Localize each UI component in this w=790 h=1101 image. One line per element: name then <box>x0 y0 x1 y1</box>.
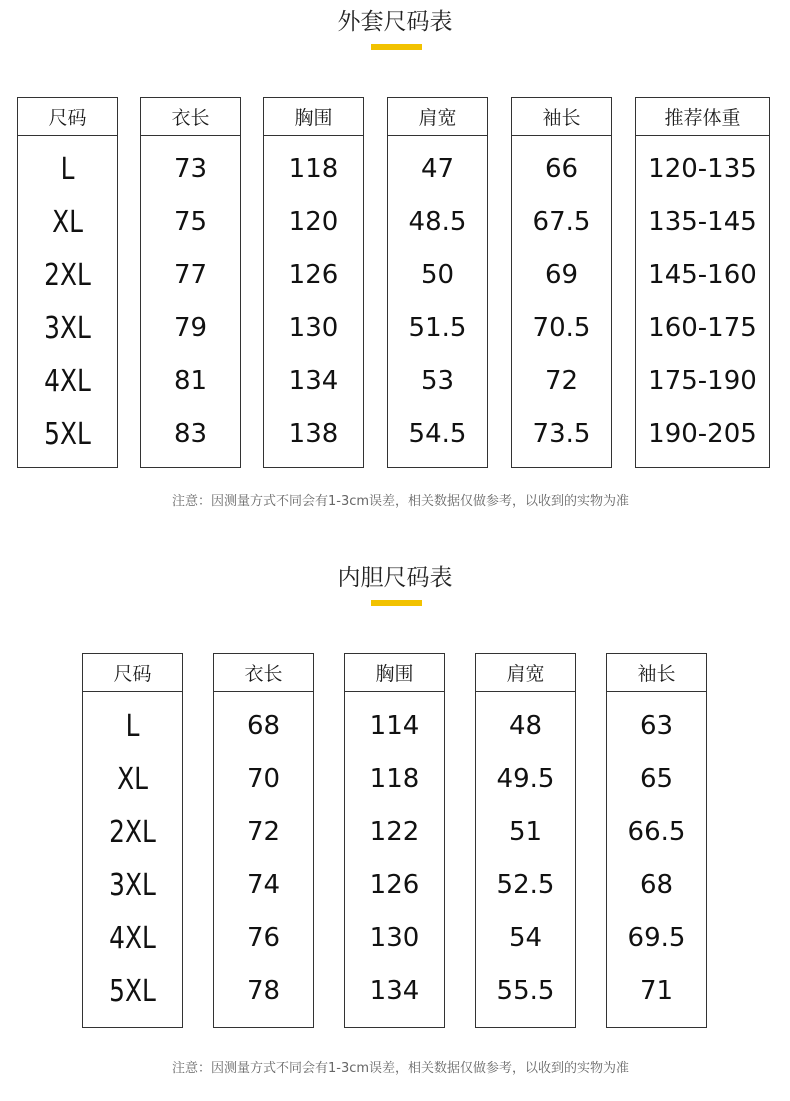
liner-column-size <box>82 653 183 1028</box>
liner-cell-sleeve: 66.5 <box>627 817 686 847</box>
coat-cell-size: 3XL <box>44 311 91 346</box>
coat-cell-chest: 130 <box>288 313 339 343</box>
coat-cell-sleeve: 66 <box>544 154 579 184</box>
coat-column-length <box>140 97 241 468</box>
coat-header-size: 尺码 <box>18 98 117 136</box>
coat-cell-chest: 134 <box>288 366 339 396</box>
coat-header-length: 衣长 <box>141 98 240 136</box>
coat-cell-size: 5XL <box>44 417 91 452</box>
liner-cell-size: XL <box>117 762 148 797</box>
coat-header-sleeve: 袖长 <box>512 98 611 136</box>
liner-title-accent-bar <box>371 600 422 606</box>
liner-cell-sleeve: 68 <box>639 870 674 900</box>
coat-cell-shoulder: 51.5 <box>408 313 467 343</box>
liner-size-table-title: 内胆尺码表 <box>337 565 453 591</box>
liner-cell-length: 76 <box>246 923 281 953</box>
coat-cell-length: 73 <box>173 154 208 184</box>
coat-cell-chest: 118 <box>288 154 339 184</box>
liner-cell-chest: 118 <box>369 764 420 794</box>
coat-cell-shoulder: 50 <box>420 260 455 290</box>
liner-cell-size: 5XL <box>109 974 156 1009</box>
coat-cell-length: 79 <box>173 313 208 343</box>
coat-cell-chest: 126 <box>288 260 339 290</box>
liner-cell-chest: 122 <box>369 817 420 847</box>
liner-cell-chest: 134 <box>369 976 420 1006</box>
coat-cell-size: 4XL <box>44 364 91 399</box>
coat-cell-length: 83 <box>173 419 208 449</box>
liner-column-sleeve <box>606 653 707 1028</box>
coat-cell-weight: 175-190 <box>648 366 757 396</box>
liner-cell-shoulder: 51 <box>508 817 543 847</box>
liner-header-sleeve: 袖长 <box>607 654 706 692</box>
coat-cell-length: 75 <box>173 207 208 237</box>
coat-cell-weight: 190-205 <box>648 419 757 449</box>
liner-cell-shoulder: 54 <box>508 923 543 953</box>
liner-cell-chest: 114 <box>369 711 420 741</box>
liner-cell-sleeve: 65 <box>639 764 674 794</box>
liner-cell-sleeve: 63 <box>639 711 674 741</box>
coat-header-chest: 胸围 <box>264 98 363 136</box>
coat-cell-weight: 160-175 <box>648 313 757 343</box>
coat-column-size <box>17 97 118 468</box>
liner-header-size: 尺码 <box>83 654 182 692</box>
liner-cell-sleeve: 69.5 <box>627 923 686 953</box>
liner-header-shoulder: 肩宽 <box>476 654 575 692</box>
liner-column-length <box>213 653 314 1028</box>
liner-cell-shoulder: 49.5 <box>496 764 555 794</box>
coat-column-chest <box>263 97 364 468</box>
coat-header-shoulder: 肩宽 <box>388 98 487 136</box>
coat-cell-sleeve: 73.5 <box>532 419 591 449</box>
liner-cell-length: 68 <box>246 711 281 741</box>
liner-cell-length: 72 <box>246 817 281 847</box>
coat-cell-chest: 138 <box>288 419 339 449</box>
liner-header-chest: 胸围 <box>345 654 444 692</box>
liner-cell-length: 74 <box>246 870 281 900</box>
liner-cell-sleeve: 71 <box>639 976 674 1006</box>
liner-cell-chest: 130 <box>369 923 420 953</box>
liner-cell-shoulder: 52.5 <box>496 870 555 900</box>
liner-cell-length: 70 <box>246 764 281 794</box>
coat-cell-chest: 120 <box>288 207 339 237</box>
coat-column-sleeve <box>511 97 612 468</box>
coat-cell-size: XL <box>52 205 83 240</box>
coat-header-weight: 推荐体重 <box>636 98 769 136</box>
liner-cell-shoulder: 55.5 <box>496 976 555 1006</box>
coat-cell-weight: 135-145 <box>648 207 757 237</box>
liner-measurement-note: 注意：因测量方式不同会有1-3cm误差，相关数据仅做参考，以收到的实物为准 <box>172 1061 630 1076</box>
coat-cell-shoulder: 54.5 <box>408 419 467 449</box>
coat-cell-shoulder: 47 <box>420 154 455 184</box>
coat-cell-shoulder: 53 <box>420 366 455 396</box>
liner-header-length: 衣长 <box>214 654 313 692</box>
coat-cell-length: 77 <box>173 260 208 290</box>
coat-column-weight <box>635 97 770 468</box>
coat-title-accent-bar <box>371 44 422 50</box>
liner-cell-length: 78 <box>246 976 281 1006</box>
coat-cell-sleeve: 69 <box>544 260 579 290</box>
liner-column-chest <box>344 653 445 1028</box>
liner-cell-size: 4XL <box>109 921 156 956</box>
coat-size-table-title: 外套尺码表 <box>337 9 453 35</box>
coat-cell-shoulder: 48.5 <box>408 207 467 237</box>
coat-cell-sleeve: 67.5 <box>532 207 591 237</box>
coat-cell-size: L <box>60 152 75 187</box>
coat-cell-sleeve: 72 <box>544 366 579 396</box>
liner-column-shoulder <box>475 653 576 1028</box>
coat-column-shoulder <box>387 97 488 468</box>
coat-measurement-note: 注意：因测量方式不同会有1-3cm误差，相关数据仅做参考，以收到的实物为准 <box>172 494 630 509</box>
coat-cell-length: 81 <box>173 366 208 396</box>
liner-cell-shoulder: 48 <box>508 711 543 741</box>
coat-cell-size: 2XL <box>44 258 91 293</box>
liner-cell-size: 3XL <box>109 868 156 903</box>
coat-cell-sleeve: 70.5 <box>532 313 591 343</box>
liner-cell-size: 2XL <box>109 815 156 850</box>
liner-cell-chest: 126 <box>369 870 420 900</box>
liner-cell-size: L <box>125 709 140 744</box>
coat-cell-weight: 120-135 <box>648 154 757 184</box>
coat-cell-weight: 145-160 <box>648 260 757 290</box>
